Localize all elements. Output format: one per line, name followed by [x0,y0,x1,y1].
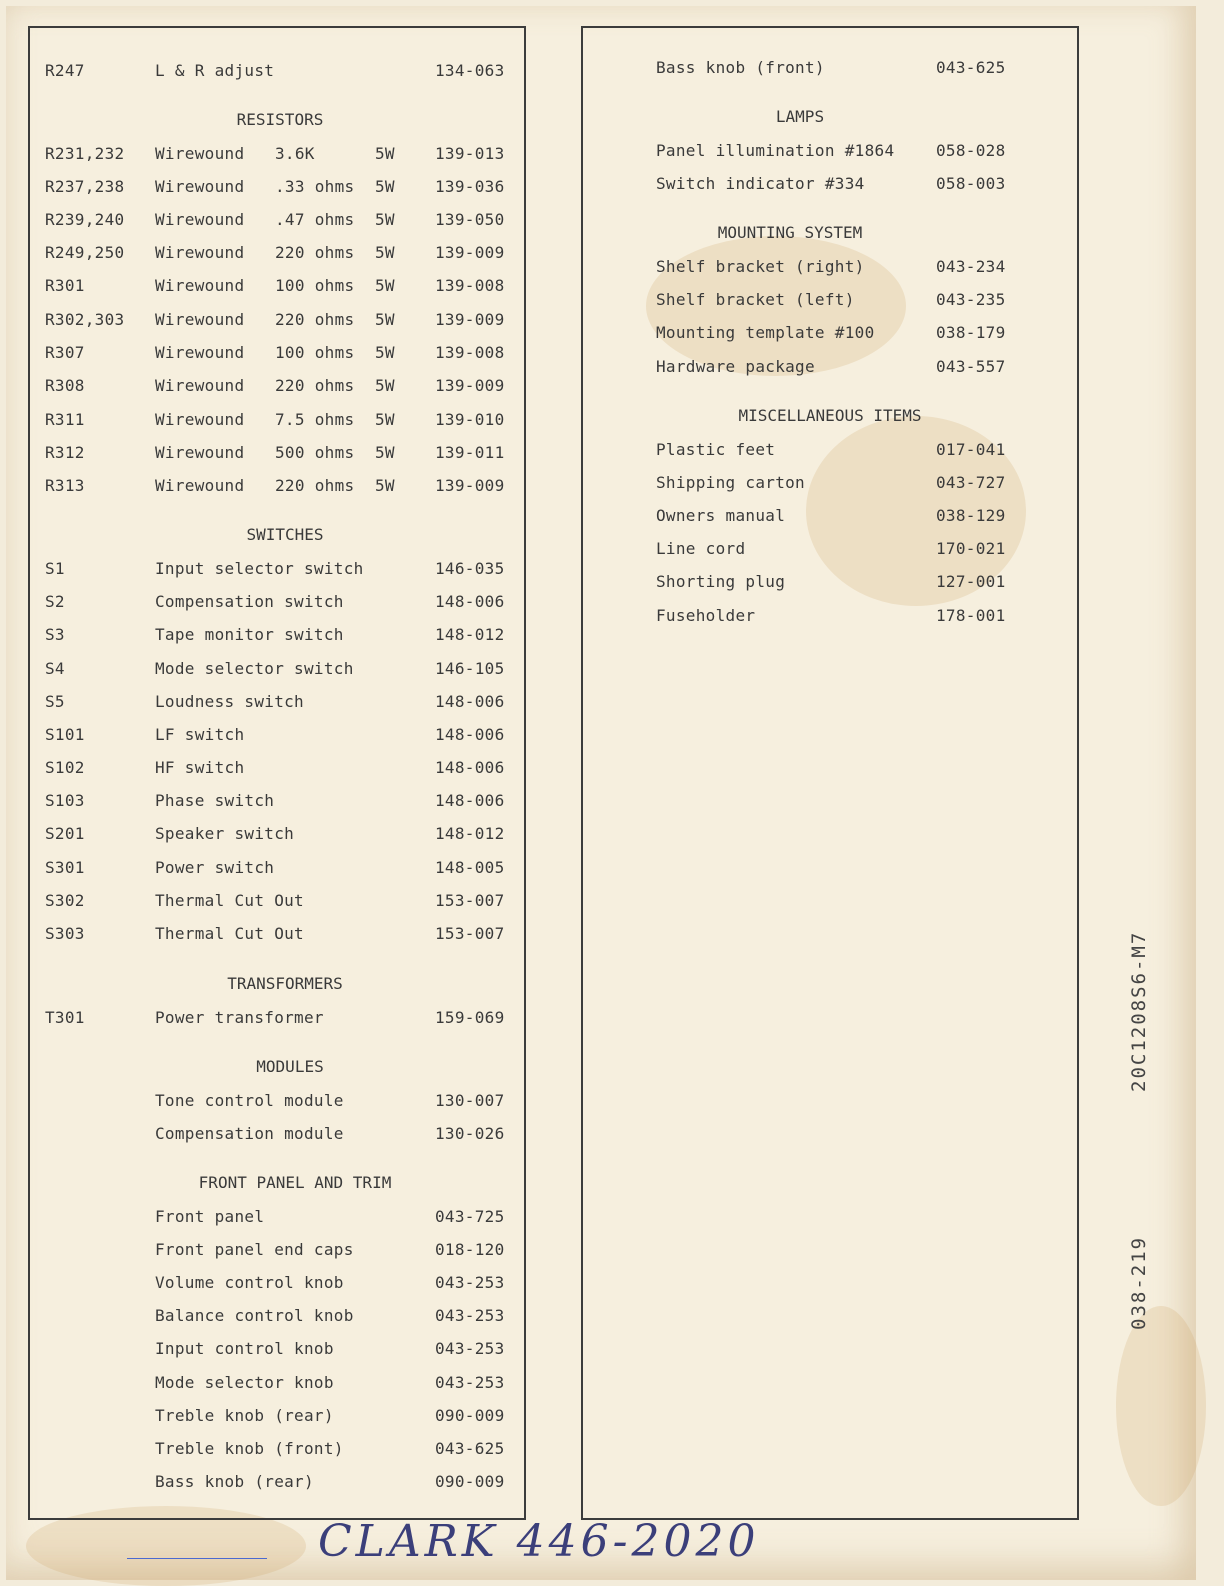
blue-ink-line [127,1558,267,1559]
list-item [656,56,1066,80]
part-description: Wirewound [155,376,245,395]
part-description: Power transformer [155,1008,324,1027]
handwritten-note: CLARK 446-2020 [318,1516,760,1567]
part-description: Mode selector knob [155,1373,334,1392]
table-row [45,208,515,232]
part-number: 146-105 [435,659,505,678]
part-description: Shipping carton [656,473,805,492]
part-number: 139-009 [435,243,505,262]
part-ref: S2 [45,592,65,611]
part-description: Switch indicator #334 [656,174,865,193]
part-description: Wirewound [155,476,245,495]
table-row [45,1122,515,1146]
part-ref: S1 [45,559,65,578]
part-number: 148-006 [435,725,505,744]
part-ref: S101 [45,725,85,744]
table-row [656,471,1066,495]
part-description: Input selector switch [155,559,364,578]
table-row [45,690,515,714]
part-description: Mounting template #100 [656,323,875,342]
part-number: 127-001 [936,572,1006,591]
part-value: 3.6K [275,144,315,163]
part-description: Treble knob (front) [155,1439,344,1458]
part-ref: R312 [45,443,85,462]
part-ref: R313 [45,476,85,495]
part-number: 139-013 [435,144,505,163]
margin-code-upper: 20C1208S6-M7 [1128,930,1150,1092]
part-description: Treble knob (rear) [155,1406,334,1425]
table-row [45,822,515,846]
part-ref: S302 [45,891,85,910]
part-description: LF switch [155,725,245,744]
part-wattage: 5W [375,210,395,229]
table-row [656,438,1066,462]
part-description: Hardware package [656,357,815,376]
part-number: 139-009 [435,310,505,329]
part-value: .47 ohms [275,210,355,229]
part-number: 139-009 [435,476,505,495]
table-row [45,1238,515,1262]
part-description: Front panel [155,1207,265,1226]
part-number: 017-041 [936,440,1006,459]
table-row [45,374,515,398]
part-ref: S102 [45,758,85,777]
part-description: Fuseholder [656,606,756,625]
part-description: Shorting plug [656,572,786,591]
part-number: 139-011 [435,443,505,462]
part-number: 043-253 [435,1339,505,1358]
part-description: Thermal Cut Out [155,891,304,910]
table-row [45,922,515,946]
part-number: 159-069 [435,1008,505,1027]
part-number: 148-005 [435,858,505,877]
table-row [45,590,515,614]
part-description: Speaker switch [155,824,295,843]
table-row [656,537,1066,561]
table-row [45,341,515,365]
part-description: Wirewound [155,343,245,362]
table-row [45,1205,515,1229]
part-number: 148-012 [435,824,505,843]
part-description: Wirewound [155,310,245,329]
table-row [45,175,515,199]
part-number: 043-253 [435,1306,505,1325]
part-number: 139-010 [435,410,505,429]
part-number: 139-050 [435,210,505,229]
part-number: 043-557 [936,357,1006,376]
part-number: 130-007 [435,1091,505,1110]
part-description: Compensation module [155,1124,344,1143]
part-wattage: 5W [375,310,395,329]
stain [1116,1306,1206,1506]
part-number: 178-001 [936,606,1006,625]
part-number: 043-727 [936,473,1006,492]
table-row [45,1006,515,1030]
part-ref: R301 [45,276,85,295]
part-value: 220 ohms [275,476,355,495]
part-description: Mode selector switch [155,659,354,678]
table-row [45,1089,515,1113]
part-description: Compensation switch [155,592,344,611]
part-wattage: 5W [375,243,395,262]
part-wattage: 5W [375,144,395,163]
part-wattage: 5W [375,476,395,495]
part-value: 220 ohms [275,376,355,395]
table-row [45,623,515,647]
part-description: Shelf bracket (left) [656,290,855,309]
part-description: Wirewound [155,210,245,229]
part-ref: R311 [45,410,85,429]
table-row [45,142,515,166]
table-row [656,604,1066,628]
part-value: 100 ohms [275,276,355,295]
table-row [45,1337,515,1361]
part-number: 148-006 [435,791,505,810]
table-row [656,139,1066,163]
part-description: Loudness switch [155,692,304,711]
part-ref: R247 [45,61,85,80]
part-value: 7.5 ohms [275,410,355,429]
part-ref: S301 [45,858,85,877]
part-number: 153-007 [435,924,505,943]
part-ref: R237,238 [45,177,125,196]
part-number: 043-625 [936,58,1006,77]
part-number: 139-008 [435,343,505,362]
part-wattage: 5W [375,443,395,462]
part-number: 018-120 [435,1240,505,1259]
part-ref: S303 [45,924,85,943]
part-number: 148-006 [435,692,505,711]
table-row [45,1404,515,1428]
part-number: 146-035 [435,559,505,578]
table-row [45,1470,515,1494]
table-row [656,255,1066,279]
part-number: 148-006 [435,592,505,611]
table-row [45,856,515,880]
table-row [45,889,515,913]
part-ref: S3 [45,625,65,644]
part-description: Line cord [656,539,746,558]
part-number: 130-026 [435,1124,505,1143]
section-heading-mounting: MOUNTING SYSTEM [717,223,863,242]
part-number: 058-003 [936,174,1006,193]
table-row [656,172,1066,196]
right-parts-panel [581,26,1079,1520]
part-description: Bass knob (front) [656,58,825,77]
part-description: Wirewound [155,144,245,163]
part-description: Tone control module [155,1091,344,1110]
part-wattage: 5W [375,276,395,295]
part-wattage: 5W [375,410,395,429]
part-number: 139-008 [435,276,505,295]
part-wattage: 5W [375,177,395,196]
part-description: L & R adjust [155,61,275,80]
table-row [45,474,515,498]
table-row [45,1271,515,1295]
part-number: 058-028 [936,141,1006,160]
part-number: 038-179 [936,323,1006,342]
part-description: Input control knob [155,1339,334,1358]
section-heading-lamps: LAMPS [775,107,825,126]
part-description: Panel illumination #1864 [656,141,895,160]
part-value: 220 ohms [275,243,355,262]
margin-code-lower: 038-219 [1128,1235,1150,1330]
section-heading-transformers: TRANSFORMERS [227,974,343,993]
section-heading-misc: MISCELLANEOUS ITEMS [738,406,922,425]
part-number: 153-007 [435,891,505,910]
part-description: Plastic feet [656,440,776,459]
table-row [45,1304,515,1328]
part-ref: T301 [45,1008,85,1027]
section-heading-switches: SWITCHES [246,525,324,544]
part-description: Power switch [155,858,275,877]
part-ref: R231,232 [45,144,125,163]
table-row [45,756,515,780]
part-description: Bass knob (rear) [155,1472,314,1491]
section-heading-modules: MODULES [256,1057,324,1076]
part-description: Shelf bracket (right) [656,257,865,276]
section-heading-resistors: RESISTORS [236,110,324,129]
table-row [45,1371,515,1395]
table-row [656,504,1066,528]
table-row [45,1437,515,1461]
table-row [45,789,515,813]
part-description: Front panel end caps [155,1240,354,1259]
table-row [656,355,1066,379]
table-row [45,557,515,581]
table-row [45,274,515,298]
part-number: 090-009 [435,1406,505,1425]
part-number: 043-235 [936,290,1006,309]
table-row [45,657,515,681]
part-ref: R302,303 [45,310,125,329]
part-description: Wirewound [155,443,245,462]
part-ref: R307 [45,343,85,362]
part-number: 139-036 [435,177,505,196]
part-description: Phase switch [155,791,275,810]
part-ref: R239,240 [45,210,125,229]
part-wattage: 5W [375,376,395,395]
part-number: 043-253 [435,1273,505,1292]
table-row [45,441,515,465]
part-description: Volume control knob [155,1273,344,1292]
table-row [656,288,1066,312]
part-ref: S103 [45,791,85,810]
part-wattage: 5W [375,343,395,362]
part-value: 220 ohms [275,310,355,329]
table-row [656,321,1066,345]
part-number: 134-063 [435,61,505,80]
part-number: 148-006 [435,758,505,777]
part-description: Tape monitor switch [155,625,344,644]
part-value: 100 ohms [275,343,355,362]
part-number: 148-012 [435,625,505,644]
part-ref: S4 [45,659,65,678]
part-value: 500 ohms [275,443,355,462]
part-number: 043-725 [435,1207,505,1226]
table-row [656,570,1066,594]
part-description: Wirewound [155,276,245,295]
part-description: Wirewound [155,177,245,196]
part-number: 043-234 [936,257,1006,276]
part-description: HF switch [155,758,245,777]
part-ref: S201 [45,824,85,843]
part-ref: R249,250 [45,243,125,262]
part-number: 090-009 [435,1472,505,1491]
part-description: Wirewound [155,243,245,262]
part-description: Thermal Cut Out [155,924,304,943]
table-row [45,308,515,332]
part-description: Wirewound [155,410,245,429]
part-value: .33 ohms [275,177,355,196]
part-description: Balance control knob [155,1306,354,1325]
section-heading-front-panel: FRONT PANEL AND TRIM [198,1173,392,1192]
part-ref: R308 [45,376,85,395]
part-number: 139-009 [435,376,505,395]
part-description: Owners manual [656,506,786,525]
part-ref: S5 [45,692,65,711]
table-row [45,408,515,432]
table-row [45,241,515,265]
table-row [45,723,515,747]
part-number: 170-021 [936,539,1006,558]
part-number: 043-253 [435,1373,505,1392]
list-item [45,59,515,83]
part-number: 043-625 [435,1439,505,1458]
part-number: 038-129 [936,506,1006,525]
